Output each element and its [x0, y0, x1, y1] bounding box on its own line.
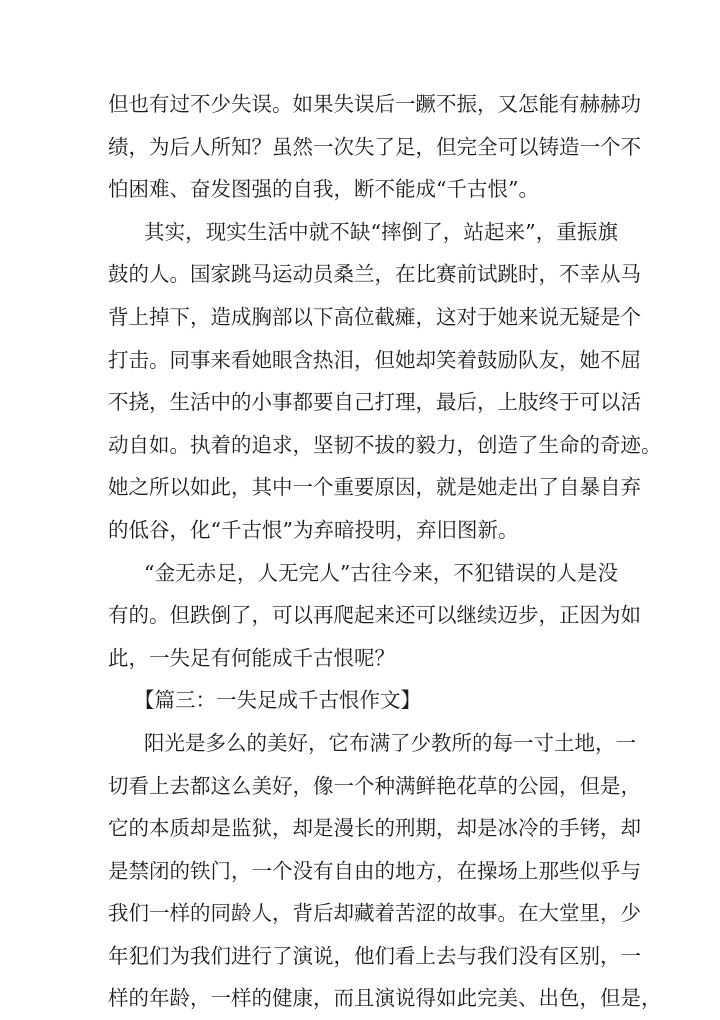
text-line: 样的年龄，一样的健康，而且演说得如此完美、出色，但是，	[108, 986, 662, 1011]
essay-body	[108, 83, 662, 1020]
text-line: 她之所以如此，其中一个重要原因，就是她走出了自暴自弃	[108, 475, 641, 500]
text-line: 有的。但跌倒了，可以再爬起来还可以继续迈步，正因为如	[108, 603, 641, 628]
text-line: 怕困难、奋发图强的自我，断不能成“千古恨”。	[108, 177, 539, 202]
paragraph-first-line: “金无赤足，人无完人”古往今来，不犯错误的人是没	[144, 560, 618, 585]
text-line: 是禁闭的铁门，一个没有自由的地方，在操场上那些似乎与	[108, 858, 641, 883]
text-line: 此，一失足有何能成千古恨呢？	[108, 645, 395, 670]
paragraph-first-line: 阳光是多么的美好，它布满了少教所的每一寸土地，一	[144, 730, 636, 755]
text-line: 我们一样的同龄人，背后却藏着苦涩的故事。在大堂里，少	[108, 901, 641, 926]
text-line: 绩，为后人所知？虽然一次失了足，但完全可以铸造一个不	[108, 134, 641, 159]
text-line: 背上掉下，造成胸部以下高位截瘫，这对于她来说无疑是个	[108, 304, 641, 329]
text-line: 切看上去都这么美好，像一个种满鲜艳花草的公园，但是，	[108, 773, 641, 798]
paragraph-first-line: 其实，现实生活中就不缺“摔倒了，站起来”，重振旗	[144, 219, 618, 244]
text-line: 不挠，生活中的小事都要自己打理，最后，上肢终于可以活	[108, 390, 641, 415]
section-heading: 【篇三：一失足成千古恨作文】	[134, 688, 421, 713]
text-line: 但也有过不少失误。如果失误后一蹶不振，又怎能有赫赫功	[108, 92, 641, 116]
text-line: 年犯们为我们进行了演说，他们看上去与我们没有区别，一	[108, 943, 641, 968]
text-line: 它的本质却是监狱，却是漫长的刑期，却是冰冷的手铐，却	[108, 816, 641, 841]
text-line: 鼓的人。国家跳马运动员桑兰，在比赛前试跳时，不幸从马	[108, 262, 641, 287]
text-line: 的低谷，化“千古恨”为弃暗投明，弃旧图新。	[108, 517, 519, 542]
text-line: 打击。同事来看她眼含热泪，但她却笑着鼓励队友，她不屈	[108, 347, 641, 372]
text-line: 动自如。执着的追求，坚韧不拔的毅力，创造了生命的奇迹。	[108, 432, 662, 457]
